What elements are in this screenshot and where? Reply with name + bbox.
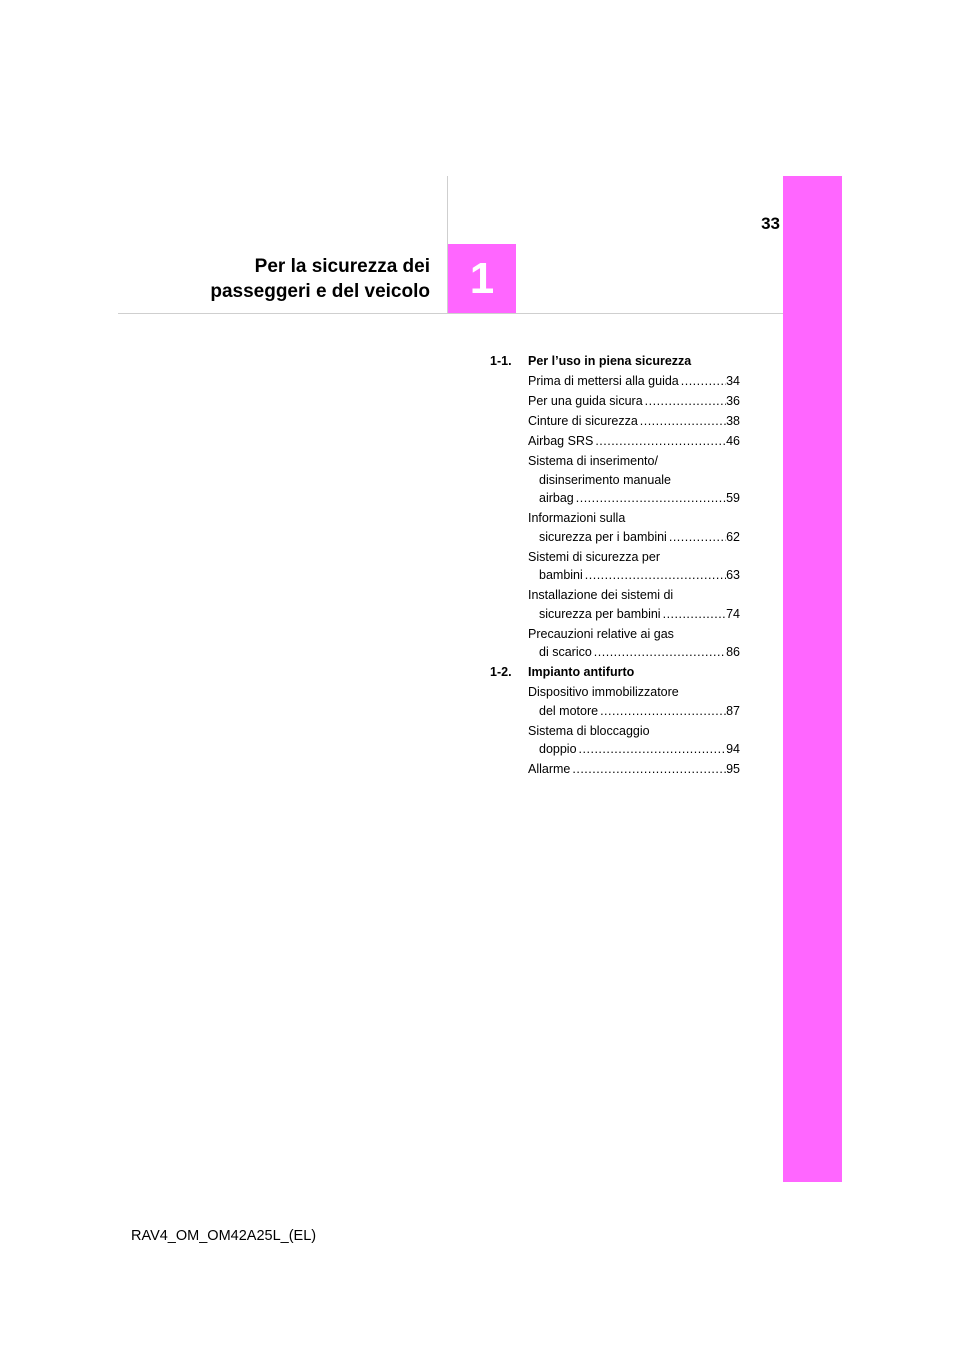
toc-section-number: 1-1.	[490, 354, 512, 368]
toc-entry-text: Sistemi di sicurezza per	[528, 549, 660, 564]
dot-leader	[667, 528, 726, 547]
toc-entry-text: del motore	[539, 703, 599, 718]
page-number: 33	[761, 214, 780, 233]
toc-entry-text: sicurezza per i bambini	[539, 529, 667, 544]
chapter-side-tab	[783, 176, 842, 1182]
dot-leader	[643, 392, 726, 411]
toc-entry-text: Per una guida sicura	[528, 394, 643, 408]
toc-entry-leader-line	[528, 566, 740, 585]
toc-section-number: 1-2.	[490, 665, 512, 679]
toc-entry-leader-line	[528, 740, 740, 759]
toc-entry-leader-line	[528, 372, 740, 391]
toc-entry[interactable]	[490, 372, 740, 391]
toc-entry-page: 63	[726, 568, 740, 582]
toc-entry-leader-line	[528, 760, 740, 779]
footer-code: RAV4_OM_OM42A25L_(EL)	[131, 1228, 317, 1244]
toc-entry-text: Sistema di inserimento/	[528, 454, 658, 468]
toc-section-heading	[490, 352, 740, 371]
toc-entry-leader-line	[528, 412, 740, 431]
toc-entry-page: 62	[726, 529, 740, 544]
toc-entry-page: 34	[726, 374, 740, 388]
dot-leader	[592, 643, 726, 662]
toc-entry-text: Airbag SRS	[528, 434, 594, 448]
toc-entry-text: bambini	[539, 568, 583, 582]
toc-entry-leader-line	[528, 432, 740, 451]
dot-leader	[593, 432, 726, 451]
toc-entry-page: 94	[726, 742, 740, 756]
toc-section-heading	[490, 663, 740, 682]
toc-entry-text: Informazioni sulla	[528, 511, 626, 525]
toc-entry-page: 74	[726, 606, 740, 621]
toc-entry-text: Installazione dei sistemi di	[528, 588, 674, 602]
toc-entry-text: doppio	[539, 742, 577, 756]
toc-entry[interactable]	[490, 412, 740, 431]
toc-entry-text: Sistema di bloccaggio	[528, 723, 650, 738]
toc-entry[interactable]	[490, 683, 740, 720]
dot-leader	[661, 605, 727, 624]
chapter-title-line2: passeggeri e del veicolo	[210, 281, 430, 302]
toc-entry-text: Precauzioni relative ai gas	[528, 626, 674, 641]
toc-entry-text: Cinture di sicurezza	[528, 414, 638, 428]
dot-leader	[598, 702, 726, 721]
header-horizontal-rule	[118, 313, 783, 314]
dot-leader	[577, 740, 727, 759]
toc-entry[interactable]	[490, 392, 740, 411]
toc-entry[interactable]	[490, 509, 740, 546]
chapter-title-line1: Per la sicurezza dei	[254, 256, 430, 277]
toc-entry-text: disinserimento manuale	[539, 472, 672, 487]
toc-entry-page: 95	[726, 762, 740, 776]
toc-entry[interactable]	[490, 625, 740, 662]
toc-entry-page: 86	[726, 645, 740, 659]
toc-entry-leader-line	[528, 489, 740, 508]
toc-entry[interactable]	[490, 760, 740, 779]
chapter-title	[160, 254, 430, 304]
toc-section-title: Per l’uso in piena sicurezza	[528, 354, 692, 368]
toc-entry-page: 87	[726, 703, 740, 718]
toc-entry-text: Allarme	[528, 762, 571, 776]
toc-entry-page: 59	[726, 491, 740, 505]
toc-entry-leader-line	[528, 605, 740, 624]
dot-leader	[574, 489, 726, 508]
toc-entry-page: 38	[726, 414, 740, 428]
toc-entry-page: 46	[726, 434, 740, 448]
toc-entry[interactable]	[490, 452, 740, 508]
dot-leader	[583, 566, 726, 585]
chapter-number-box	[448, 244, 516, 313]
toc-entry-leader-line	[528, 643, 740, 662]
toc-entry-text: Dispositivo immobilizzatore	[528, 685, 679, 699]
toc-entry-text: airbag	[539, 491, 574, 505]
toc-entry[interactable]	[490, 722, 740, 759]
toc-entry-text: di scarico	[539, 645, 592, 659]
toc-entry[interactable]	[490, 586, 740, 623]
toc-entry-leader-line	[528, 392, 740, 411]
table-of-contents	[490, 352, 740, 780]
toc-section-title: Impianto antifurto	[528, 665, 635, 679]
toc-entry-leader-line	[528, 702, 740, 721]
dot-leader	[638, 412, 726, 431]
dot-leader	[570, 760, 726, 779]
toc-entry-text: Prima di mettersi alla guida	[528, 374, 679, 388]
toc-entry-page: 36	[726, 394, 740, 408]
toc-entry[interactable]	[490, 432, 740, 451]
toc-entry[interactable]	[490, 548, 740, 585]
chapter-number: 1	[469, 253, 495, 303]
dot-leader	[679, 372, 726, 391]
toc-entry-leader-line	[528, 528, 740, 547]
toc-entry-text: sicurezza per bambini	[539, 606, 661, 621]
